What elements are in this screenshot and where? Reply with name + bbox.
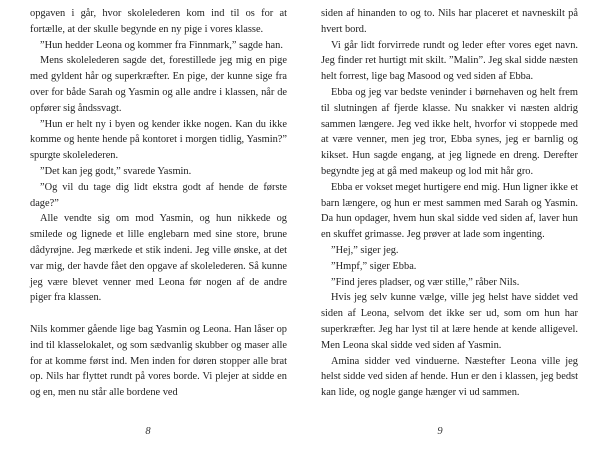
page-number-left: 8	[145, 426, 151, 437]
paragraph: ”Hmpf,” siger Ebba.	[331, 260, 417, 272]
paragraph: Ebba er vokset meget hurtigere end mig. Hun ligner ikke et barn længere, og hun er mest sammen med Sarah og Yasmin. Da hun opdager, hvem hun skal sidde ved siden af, laver hun en skuffet grimasse. Jeg prøver at lade som ingenting.	[321, 181, 578, 241]
paragraph: opgaven i går, hvor skolelederen kom ind til os for at fortælle, at der skulle begynde en ny pige i vores klasse.	[30, 8, 287, 35]
paragraph: ”Hun hedder Leona og kommer fra Finnmark,” sagde han.	[40, 39, 283, 51]
page-number-right: 9	[437, 426, 443, 437]
paragraph: Alle vendte sig om mod Yasmin, og hun nikkede og smilede og lignede et lille englebarn med sine store, brune dådyrøjne. Jeg mærkede et stik indeni. Jeg ville ønske, at det var mig, der havde fået den opgave af skolelederen. Så kunne jeg være blevet venner med Leona før nogen af de andre piger fra klassen.	[30, 213, 287, 304]
paragraph: Nils kommer gående lige bag Yasmin og Leona. Han låser op ind til klasselokalet, og som sædvanlig skubber og maser alle for at komme først ind. Men inden for døren stopper alle brat op. Nils har flyttet rundt på vores borde. Vi plejer at sidde en og en, men nu står alle bordene ved	[30, 323, 287, 399]
paragraph: ”Hej,” siger jeg.	[331, 244, 399, 256]
paragraph: ”Hun er helt ny i byen og kender ikke nogen. Kan du ikke komme og hente hende på kontoret i morgen tidlig, Yasmin?” spurgte skolelederen.	[30, 118, 287, 162]
paragraph: Vi går lidt forvirrede rundt og leder efter vores eget navn. Jeg finder ret hurtigt mit skilt. ”Malin”. Jeg skal sidde næsten helt forrest, lige bag Masood og ved siden af Ebba.	[321, 39, 578, 83]
paragraph: ”Og vil du tage dig lidt ekstra godt af hende de første dage?”	[30, 181, 287, 209]
right-page	[321, 6, 578, 406]
paragraph: ”Find jeres pladser, og vær stille,” råber Nils.	[331, 276, 520, 288]
paragraph: Ebba og jeg var bedste veninder i børnehaven og helt frem til slutningen af fjerde klasse. Nu snakker vi næsten aldrig sammen længere. Jeg ved ikke helt, hvorfor vi stoppede med at være venner, men jeg tror, Ebba synes, jeg er barnlig og kikset. Hun sagde engang, at jeg lignede en dreng. Derefter begyndte jeg at gå med makeup og lod mit hår gro.	[321, 86, 578, 177]
paragraph: Hvis jeg selv kunne vælge, ville jeg helst have siddet ved siden af Leona, selvom det ikke ser ud, som om hun har superkræfter. Jeg har lyst til at lære hende at kende alligevel. Men Leona skal sidde ved siden af Yasmin.	[321, 292, 578, 351]
paragraph: ”Det kan jeg godt,” svarede Yasmin.	[40, 165, 192, 177]
left-page	[30, 6, 287, 406]
paragraph: Amina sidder ved vinduerne. Næstefter Leona ville jeg helst sidde ved siden af hende. Hun er den i klassen, jeg bedst kan lide, og nogle gange hænger vi ud sammen.	[321, 355, 578, 399]
paragraph: siden af hinanden to og to. Nils har placeret et navneskilt på hvert bord.	[321, 8, 578, 35]
paragraph: Mens skolelederen sagde det, forestillede jeg mig en pige med gyldent hår og superkræfter. En pige, der kunne sige fra over for både Sarah og Yasmin og alle andre i klassen, når de opfører sig åndssvagt.	[30, 55, 287, 114]
